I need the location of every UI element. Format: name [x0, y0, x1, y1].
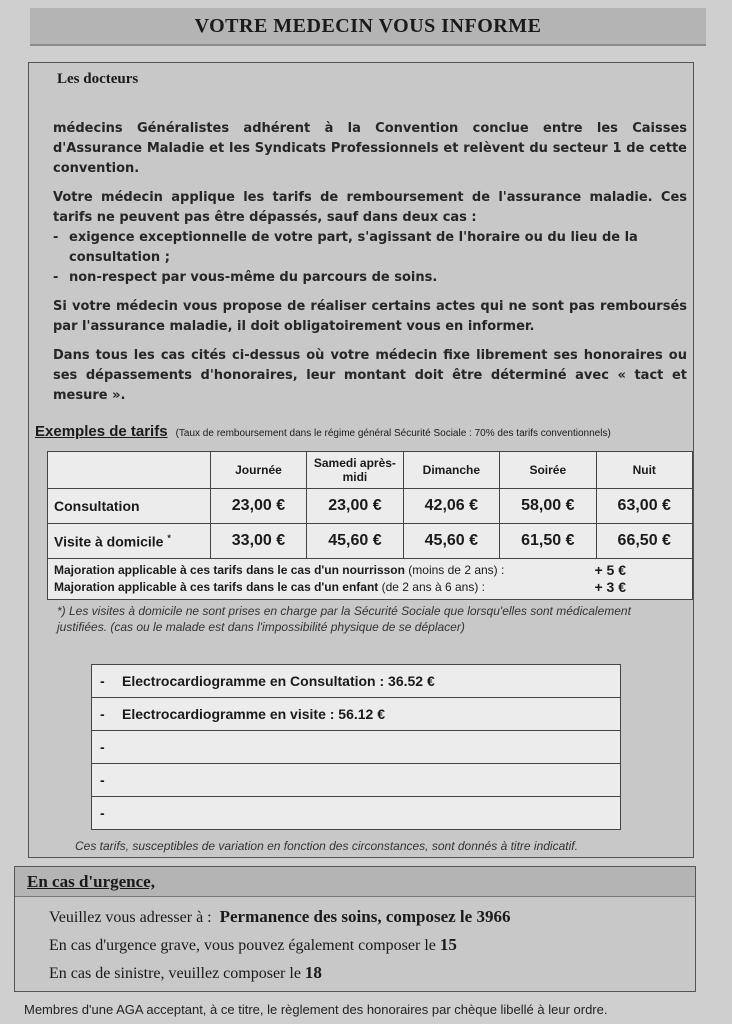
price-cell: 66,50 €	[596, 524, 693, 559]
column-header: Nuit	[596, 452, 693, 489]
bullet-item: - exigence exceptionnelle de votre part, s'agissant de l'horaire ou du lieu de la consultation ;	[53, 230, 638, 265]
table-row: -	[92, 731, 621, 764]
table-header-row	[48, 452, 693, 489]
aga-note: Membres d'une AGA acceptant, à ce titre, le règlement des honoraires par chèque libellé à leur ordre.	[24, 1002, 608, 1017]
urgence-line-3: En cas de sinistre, veuillez composer le 18	[49, 963, 322, 982]
visits-footnote: *) Les visites à domicile ne sont prises en charge par la Sécurité Sociale que lorsqu'elles sont médicalement justifiées. (cas ou le malade est dans l'impossibilité physique de se déplacer)	[57, 604, 631, 634]
column-header: Journée	[210, 452, 306, 489]
urgence-line-2: En cas d'urgence grave, vous pouvez également composer le 15	[49, 935, 457, 954]
row-label: Visite à domicile *	[48, 524, 211, 559]
majoration-row	[48, 559, 693, 600]
majoration-nourrisson: Majoration applicable à ces tarifs dans le cas d'un nourrisson (moins de 2 ans) : + 5 €	[54, 562, 626, 578]
column-header: Samedi après-midi	[307, 452, 403, 489]
row-label: Consultation	[48, 489, 211, 524]
price-cell: 63,00 €	[596, 489, 693, 524]
intro-paragraph-1: médecins Généralistes adhérent à la Convention conclue entre les Caisses d'Assurance Maladie et les Syndicats Professionnels et relèvent du secteur 1 de cette convention.	[53, 121, 687, 176]
urgence-line-1: Veuillez vous adresser à : Permanence des soins, composez le 3966	[49, 907, 511, 926]
price-cell: 45,60 €	[403, 524, 499, 559]
bullet-item: - non-respect par vous-même du parcours de soins.	[53, 270, 438, 285]
table-row: - Electrocardiogramme en visite : 56.12 €	[92, 698, 621, 731]
table-row	[48, 489, 693, 524]
price-cell: 23,00 €	[210, 489, 306, 524]
doctors-heading: Les docteurs	[57, 71, 139, 87]
tarifs-disclaimer: Ces tarifs, susceptibles de variation en fonction des circonstances, sont donnés à titre indicatif.	[75, 839, 578, 853]
ecg-table	[91, 664, 621, 830]
page-title: VOTRE MEDECIN VOUS INFORME	[30, 8, 706, 46]
price-cell: 61,50 €	[500, 524, 596, 559]
price-cell: 42,06 €	[403, 489, 499, 524]
tarifs-table	[47, 451, 693, 600]
table-row: -	[92, 797, 621, 830]
table-row	[48, 524, 693, 559]
intro-paragraph-4: Dans tous les cas cités ci-dessus où votre médecin fixe librement ses honoraires ou ses dépassements d'honoraires, leur montant doit être déterminé avec « tact et mesure ».	[53, 348, 687, 403]
intro-paragraph-2: Votre médecin applique les tarifs de remboursement de l'assurance maladie. Ces tarifs ne peuvent pas être dépassés, sauf dans deux cas :	[53, 190, 687, 225]
intro-text	[53, 119, 687, 415]
urgence-title: En cas d'urgence,	[15, 867, 695, 897]
price-cell: 45,60 €	[307, 524, 403, 559]
price-cell: 23,00 €	[307, 489, 403, 524]
intro-paragraph-3: Si votre médecin vous propose de réaliser certains actes qui ne sont pas remboursés par l'assurance maladie, il doit obligatoirement vous en informer.	[53, 299, 687, 334]
table-row: - Electrocardiogramme en Consultation : 36.52 €	[92, 665, 621, 698]
table-row: -	[92, 764, 621, 797]
column-header: Soirée	[500, 452, 596, 489]
info-box	[28, 62, 694, 858]
ecg-consultation: Electrocardiogramme en Consultation : 36.52 €	[122, 673, 435, 689]
majoration-enfant: Majoration applicable à ces tarifs dans le cas d'un enfant (de 2 ans à 6 ans) : + 3 €	[54, 579, 626, 595]
urgence-box	[14, 866, 696, 992]
tarifs-heading: Exemples de tarifs (Taux de remboursement dans le régime général Sécurité Sociale : 70% des tarifs conventionnels)	[35, 423, 611, 440]
column-header: Dimanche	[403, 452, 499, 489]
price-cell: 58,00 €	[500, 489, 596, 524]
price-cell: 33,00 €	[210, 524, 306, 559]
ecg-visite: Electrocardiogramme en visite : 56.12 €	[122, 706, 386, 722]
